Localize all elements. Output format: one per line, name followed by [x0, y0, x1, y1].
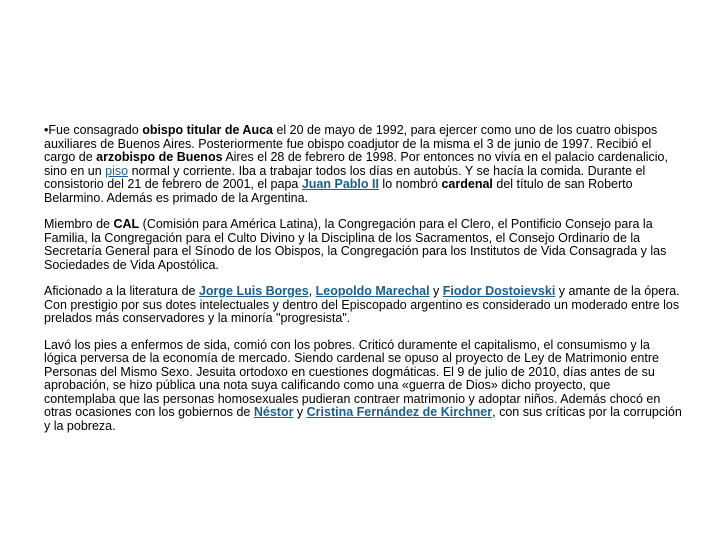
- paragraph-memberships: [44, 218, 684, 272]
- link-juan-pablo-ii[interactable]: Juan Pablo II: [301, 177, 379, 191]
- document-body: [44, 124, 684, 446]
- bold-text: cardenal: [441, 177, 493, 191]
- link-nestor[interactable]: Néstor: [253, 405, 294, 419]
- link-jorge-luis-borges[interactable]: Jorge Luis Borges: [198, 284, 309, 298]
- bold-text: obispo titular de Auca: [142, 123, 273, 137]
- link-fiodor-dostoievski[interactable]: Fiodor Dostoievski: [442, 284, 556, 298]
- text: normal y corriente. Iba a trabajar todos los días en autobús. Y se hacía la comida. Durante el consistorio del 21 de febrero de 2001, el papa: [44, 163, 646, 191]
- text: lo nombró: [378, 177, 442, 191]
- text: Aires el 28 de febrero de 1998. Por entonces no vivía en el palacio cardenalicio, sino en un: [44, 150, 668, 178]
- text: •Fue consagrado: [44, 123, 143, 137]
- text: y amante de la ópera. Con prestigio por sus dotes intelectuales y dentro del Episcopado argentino es considerado un moderado entre los prelados más conservadores y la minoría "progresista".: [44, 284, 680, 325]
- text: del título de san Roberto Belarmino. Además es primado de la Argentina.: [44, 177, 633, 205]
- text: , con sus críticas por la corrupción y la pobreza.: [44, 405, 682, 433]
- text: (Comisión para América Latina), la Congregación para el Clero, el Pontificio Consejo para la Familia, la Congregación para el Culto Divino y la Disciplina de los Sacramentos, el Consejo Ordinario de la Secretaría General para el Sínodo de los Obispos, la Congregación para los Institutos de Vida Consagrada y las Sociedades de Vida Apostólica.: [44, 217, 667, 272]
- text: el 20 de mayo de 1992, para ejercer como uno de los cuatro obispos auxiliares de Buenos Aires. Posteriormente fue obispo coadjutor de la misma el 3 de junio de 1997. Recibió el cargo de: [44, 123, 658, 164]
- bold-text: arzobispo de Buenos: [96, 150, 223, 164]
- text: ,: [308, 284, 316, 298]
- text: Lavó los pies a enfermos de sida, comió con los pobres. Criticó duramente el capitalismo, el consumismo y la lógica perversa de la economía de mercado. Siendo cardenal se opuso al proyecto de Ley de Matrimonio entre Personas del Mismo Sexo. Jesuita ortodoxo en cuestiones dogmáticas. El 9 de julio de 2010, días antes de su aprobación, se hizo pública una nota suya calificando como una «guerra de Dios» dicho proyecto, que contemplaba que las personas homosexuales pudieran contraer matrimonio y adoptar niños. Además chocó en otras ocasiones con los gobiernos de: [44, 337, 661, 419]
- bold-text: CAL: [113, 217, 140, 231]
- link-leopoldo-marechal[interactable]: Leopoldo Marechal: [315, 284, 430, 298]
- link-cristina-fernandez-de-kirchner[interactable]: Cristina Fernández de Kirchner: [306, 405, 493, 419]
- text: y: [293, 405, 307, 419]
- text: y: [429, 284, 443, 298]
- paragraph-interests: [44, 285, 684, 326]
- paragraph-episcopate: [44, 124, 684, 205]
- text: Aficionado a la literatura de: [44, 284, 199, 298]
- text: Miembro de: [44, 217, 114, 231]
- paragraph-social-views: [44, 339, 684, 434]
- link-piso[interactable]: piso: [105, 163, 129, 178]
